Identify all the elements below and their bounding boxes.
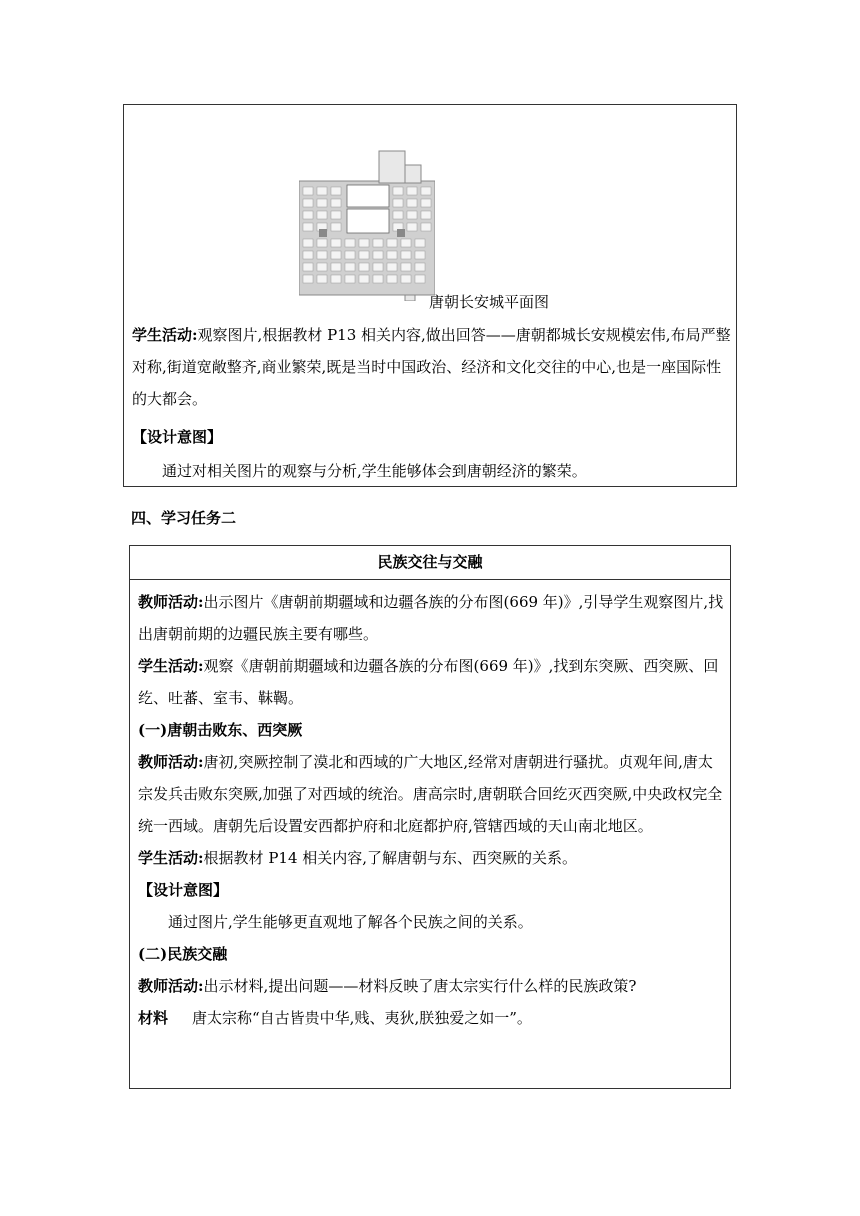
teacher-activity-2 <box>138 746 726 842</box>
material-paragraph <box>138 1002 726 1034</box>
teacher-activity-1 <box>138 586 726 650</box>
student-activity-text: 根据教材 P14 相关内容,了解唐朝与东、西突厥的关系。 <box>203 849 578 867</box>
design-intent-heading: 【设计意图】 <box>138 881 229 899</box>
task2-body <box>138 586 726 1034</box>
teacher-activity-text: 出示材料,提出问题——材料反映了唐太宗实行什么样的民族政策? <box>203 977 637 995</box>
teacher-activity-text: 出示图片《唐朝前期疆域和边疆各族的分布图(669 年)》,引导学生观察图片,找出唐朝前期的边疆民族主要有哪些。 <box>138 593 724 643</box>
material-label: 材料 <box>138 1009 169 1027</box>
subheading-2: (二)民族交融 <box>138 945 228 963</box>
teacher-activity-label: 教师活动: <box>138 593 204 611</box>
teacher-activity-3 <box>138 970 726 1002</box>
teacher-activity-label: 教师活动: <box>138 977 204 995</box>
changan-city-map <box>299 145 435 301</box>
design-intent-text: 通过图片,学生能够更直观地了解各个民族之间的关系。 <box>168 913 533 931</box>
student-activity-label: 学生活动: <box>132 326 198 344</box>
map-caption: 唐朝长安城平面图 <box>429 293 550 311</box>
student-activity-text: 观察图片,根据教材 P13 相关内容,做出回答——唐朝都城长安规模宏伟,布局严整对称,街道宽敞整齐,商业繁荣,既是当时中国政治、经济和文化交往的中心,也是一座国际性的大都会。 <box>132 326 731 408</box>
teacher-activity-label: 教师活动: <box>138 753 204 771</box>
student-activity-label: 学生活动: <box>138 657 204 675</box>
subheading-1: (一)唐朝击败东、西突厥 <box>138 721 303 739</box>
design-intent-heading: 【设计意图】 <box>132 428 223 446</box>
task2-box <box>129 545 731 1089</box>
student-activity-paragraph <box>132 319 732 415</box>
student-activity-text: 观察《唐朝前期疆域和边疆各族的分布图(669 年)》,找到东突厥、西突厥、回纥、吐蕃、室韦、靺鞨。 <box>138 657 719 707</box>
student-activity-1 <box>138 650 726 714</box>
task1-box <box>123 104 737 487</box>
material-text: 唐太宗称“自古皆贵中华,贱、夷狄,朕独爱之如一”。 <box>192 1009 532 1027</box>
student-activity-label: 学生活动: <box>138 849 204 867</box>
teacher-activity-text: 唐初,突厥控制了漠北和西域的广大地区,经常对唐朝进行骚扰。贞观年间,唐太宗发兵击败东突厥,加强了对西域的统治。唐高宗时,唐朝联合回纥灭西突厥,中央政权完全统一西域。唐朝先后设置安西都护府和北庭都护府,管辖西域的天山南北地区。 <box>138 753 723 835</box>
section-heading: 四、学习任务二 <box>131 509 237 527</box>
student-activity-2 <box>138 842 726 874</box>
design-intent-text: 通过对相关图片的观察与分析,学生能够体会到唐朝经济的繁荣。 <box>162 462 587 480</box>
task2-title: 民族交往与交融 <box>130 546 730 580</box>
